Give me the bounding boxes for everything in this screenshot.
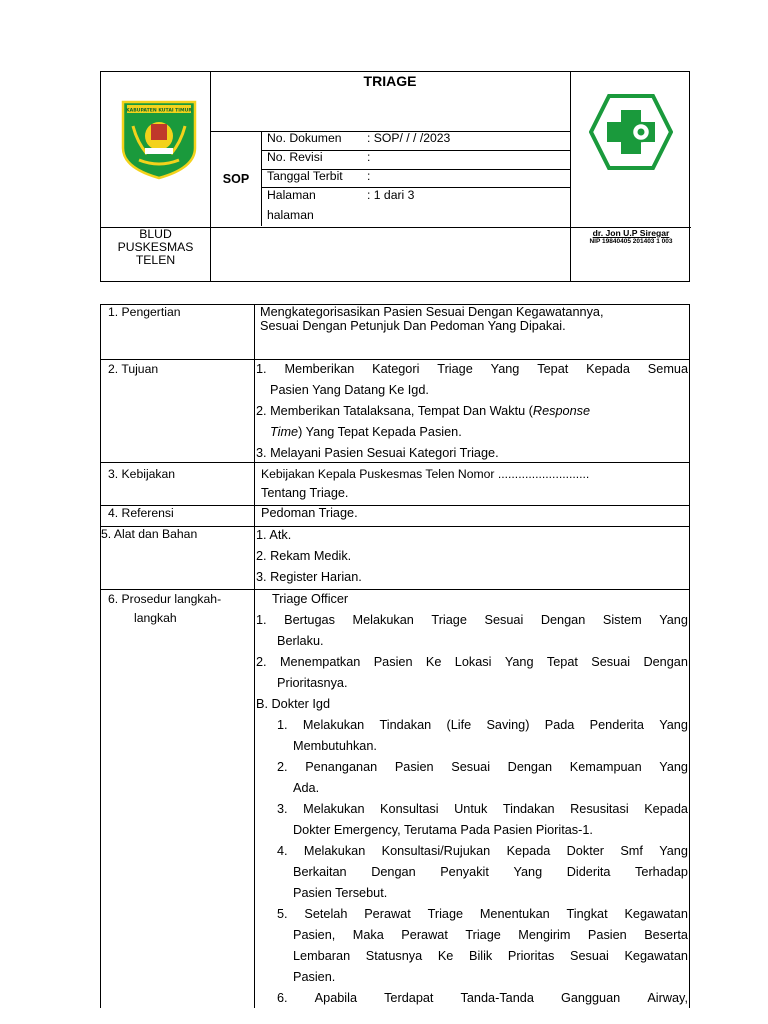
row-label-kebijakan: 3. Kebijakan [108,467,176,481]
prosedur-step: 1. Melakukan Tindakan (Life Saving) Pada Penderita Yang [277,718,688,732]
tujuan-item: 1. Memberikan Kategori Triage Yang Tepat Kepada Semua [256,362,688,376]
logo-banner-text: KABUPATEN KUTAI TIMUR [126,108,192,114]
row-label-prosedur: 6. Prosedur langkah- [108,592,222,606]
alat-item: 2. Rekam Medik. [256,549,352,563]
puskesmas-cross-logo [589,94,673,170]
prosedur-step: Berlaku. [277,634,324,648]
divider [101,505,689,506]
document-header-table [100,71,690,282]
prosedur-step: 6. Apabila Terdapat Tanda-Tanda Gangguan Airway, [277,991,688,1005]
divider [101,359,689,360]
unit-line: PUSKESMAS [117,240,194,254]
meta-value: : 1 dari 3 [367,188,415,202]
alat-item: 3. Register Harian. [256,570,362,584]
prosedur-step: 1. Bertugas Melakukan Triage Sesuai Dengan Sistem Yang [256,613,688,627]
prosedur-step: 2. Menempatkan Pasien Ke Lokasi Yang Tepat Sesuai Dengan [256,655,688,669]
divider [570,72,571,281]
prosedur-step: 2. Penanganan Pasien Sesuai Dengan Kemampuan Yang [277,760,688,774]
signer-nip: NIP 19840405 201403 1 003 [589,238,673,245]
meta-value: : [367,169,371,183]
tujuan-item: 3. Melayani Pasien Sesuai Kategori Triage. [256,446,499,460]
meta-key: Tanggal Terbit [267,169,343,183]
row-label-tujuan: 2. Tujuan [108,362,159,376]
document-title: TRIAGE [363,73,417,89]
row-label-referensi: 4. Referensi [108,506,174,520]
divider [101,462,689,463]
row-label-pengertian: 1. Pengertian [108,305,181,319]
prosedur-step: Prioritasnya. [277,676,348,690]
sop-label: SOP [222,172,250,186]
meta-value: : SOP/ / / /2023 [367,131,451,145]
prosedur-step: 4. Melakukan Konsultasi/Rujukan Kepada Dokter Smf Yang [277,844,688,858]
tujuan-italic: Time [270,425,299,439]
unit-line: TELEN [135,253,176,267]
referensi-text: Pedoman Triage. [261,506,358,520]
prosedur-step: Ada. [293,781,320,795]
sop-content-table [100,304,690,1008]
row-label-alat-bahan: 5. Alat dan Bahan [101,527,198,541]
prosedur-step: 5. Setelah Perawat Triage Menentukan Tingkat Kegawatan [277,907,688,921]
row-label-prosedur: langkah [134,611,177,625]
meta-key: Halaman [267,188,316,202]
unit-name [101,228,210,267]
signer-name: dr. Jon U.P Siregar [592,228,670,238]
tujuan-item: Pasien Yang Datang Ke Igd. [270,383,429,397]
kutai-timur-emblem-logo [119,96,199,180]
tujuan-text: 2. Memberikan Tatalaksana, Tempat Dan Waktu ( [256,404,533,418]
tujuan-item [256,404,590,419]
meta-halaman-continued: halaman [267,208,314,222]
alat-item: 1. Atk. [256,528,292,542]
prosedur-step: Pasien, Maka Perawat Triage Mengirim Pasien Beserta [293,928,688,942]
meta-key: No. Revisi [267,150,323,164]
divider [254,305,255,1008]
prosedur-step: Pasien Tersebut. [293,886,388,900]
pengertian-text: Sesuai Dengan Petunjuk Dan Pedoman Yang Dipakai. [260,319,566,333]
meta-key: No. Dokumen [267,131,342,145]
tujuan-item [270,425,462,440]
tujuan-text: ) Yang Tepat Kepada Pasien. [298,425,462,439]
prosedur-step: Pasien. [293,970,336,984]
kebijakan-text: Tentang Triage. [261,486,349,500]
divider [261,131,262,226]
prosedur-step: 3. Melakukan Konsultasi Untuk Tindakan Resusitasi Kepada [277,802,688,816]
unit-line: BLUD [139,227,172,241]
tujuan-italic: Response [532,404,591,418]
meta-value: : [367,150,371,164]
prosedur-step: Lembaran Statusnya Ke Bilik Prioritas Sesuai Kegawatan [293,949,688,963]
pengertian-text: Mengkategorisasikan Pasien Sesuai Dengan Kegawatannya, [260,305,604,319]
prosedur-heading: Triage Officer [272,592,349,606]
prosedur-step: Berkaitan Dengan Penyakit Yang Diderita Terhadap [293,865,688,879]
prosedur-heading: B. Dokter Igd [256,697,331,711]
prosedur-step: Membutuhkan. [293,739,377,753]
kebijakan-text: Kebijakan Kepala Puskesmas Telen Nomor ........................... [261,467,590,481]
prosedur-step: Dokter Emergency, Terutama Pada Pasien Pioritas-1. [293,823,593,837]
divider [101,589,689,590]
